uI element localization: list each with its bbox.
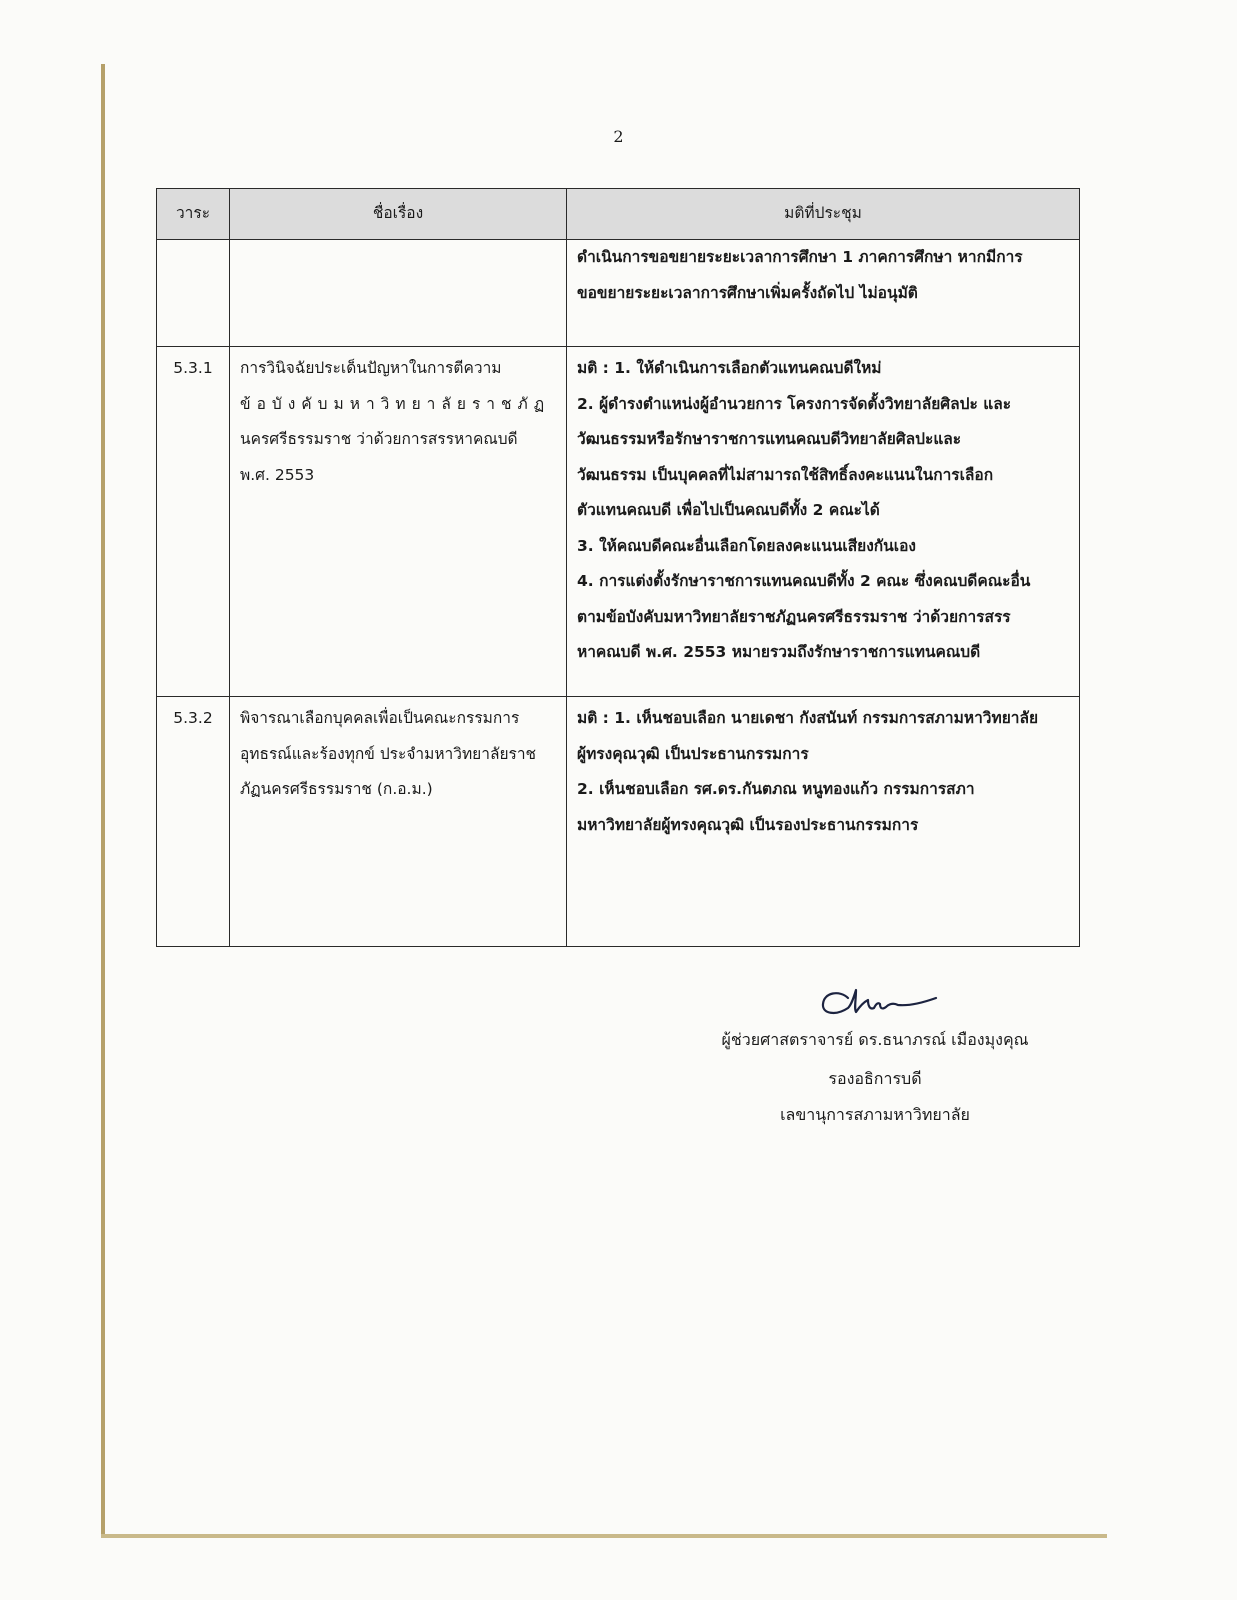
resolution-line: 4. การแต่งตั้งรักษาราชการแทนคณบดีทั้ง 2 คณะ ซึ่งคณบดีคณะอื่น	[577, 572, 1031, 590]
table-row	[157, 697, 1080, 947]
title-line: ข้อบังคับมหาวิทยาลัยราชภัฏ	[240, 394, 551, 413]
handwritten-signature	[818, 982, 942, 1024]
agenda-cell	[157, 240, 230, 347]
title-line: นครศรีธรรมราช ว่าด้วยการสรรหาคณบดี	[240, 430, 518, 448]
resolution-line: 2. เห็นชอบเลือก รศ.ดร.กันตภณ หนูทองแก้ว กรรมการสภา	[577, 780, 975, 798]
resolution-line: ตามข้อบังคับมหาวิทยาลัยราชภัฏนครศรีธรรมราช ว่าด้วยการสรร	[577, 607, 1011, 626]
signer-secretary-position: เลขานุการสภามหาวิทยาลัย	[780, 1105, 970, 1124]
resolution-cell	[567, 697, 1080, 947]
agenda-cell: 5.3.2	[157, 697, 230, 947]
title-cell	[230, 240, 567, 347]
resolution-line: ดำเนินการขอขยายระยะเวลาการศึกษา 1 ภาคการศึกษา หากมีการ	[577, 248, 1023, 266]
resolution-line: มหาวิทยาลัยผู้ทรงคุณวุฒิ เป็นรองประธานกรรมการ	[577, 815, 919, 834]
signer-name: ผู้ช่วยศาสตราจารย์ ดร.ธนาภรณ์ เมืองมุงคุณ	[721, 1030, 1029, 1049]
title-cell	[230, 697, 567, 947]
page-number: 2	[613, 127, 624, 146]
header-resolution: มติที่ประชุม	[567, 189, 1080, 240]
signer-position: รองอธิการบดี	[828, 1069, 922, 1088]
table-row	[157, 347, 1080, 697]
header-title: ชื่อเรื่อง	[230, 189, 567, 240]
resolution-line: 2. ผู้ดำรงตำแหน่งผู้อำนวยการ โครงการจัดตั้งวิทยาลัยศิลปะ และ	[577, 394, 1012, 413]
header-agenda: วาระ	[157, 189, 230, 240]
paper-edge-left	[101, 64, 105, 1538]
title-cell	[230, 347, 567, 697]
resolution-cell	[567, 347, 1080, 697]
table-row	[157, 240, 1080, 347]
resolution-line: มติ : 1. เห็นชอบเลือก นายเดชา กังสนันท์ กรรมการสภามหาวิทยาลัย	[577, 709, 1039, 727]
paper-edge-bottom	[101, 1534, 1107, 1538]
resolution-line: วัฒนธรรม เป็นบุคคลที่ไม่สามารถใช้สิทธิ์ลงคะแนนในการเลือก	[577, 465, 994, 484]
resolution-line: 3. ให้คณบดีคณะอื่นเลือกโดยลงคะแนนเสียงกันเอง	[577, 536, 916, 555]
title-line: ภัฏนครศรีธรรมราช (ก.อ.ม.)	[240, 780, 433, 798]
title-line: การวินิจฉัยประเด็นปัญหาในการตีความ	[240, 359, 502, 377]
resolution-line: หาคณบดี พ.ศ. 2553 หมายรวมถึงรักษาราชการแทนคณบดี	[577, 643, 981, 661]
resolution-line: มติ : 1. ให้ดำเนินการเลือกตัวแทนคณบดีใหม่	[577, 359, 882, 377]
title-line: อุทธรณ์และร้องทุกข์ ประจำมหาวิทยาลัยราช	[240, 744, 537, 763]
resolution-line: ขอขยายระยะเวลาการศึกษาเพิ่มครั้งถัดไป ไม่อนุมัติ	[577, 283, 918, 302]
resolution-line: ตัวแทนคณบดี เพื่อไปเป็นคณบดีทั้ง 2 คณะได้	[577, 501, 880, 519]
title-line: พิจารณาเลือกบุคคลเพื่อเป็นคณะกรรมการ	[240, 709, 520, 727]
agenda-cell: 5.3.1	[157, 347, 230, 697]
resolution-cell	[567, 240, 1080, 347]
resolution-line: ผู้ทรงคุณวุฒิ เป็นประธานกรรมการ	[577, 744, 809, 763]
table-header-row	[157, 189, 1080, 240]
minutes-table	[156, 188, 1080, 947]
title-line: พ.ศ. 2553	[240, 465, 315, 484]
resolution-line: วัฒนธรรมหรือรักษาราชการแทนคณบดีวิทยาลัยศิลปะและ	[577, 430, 962, 448]
